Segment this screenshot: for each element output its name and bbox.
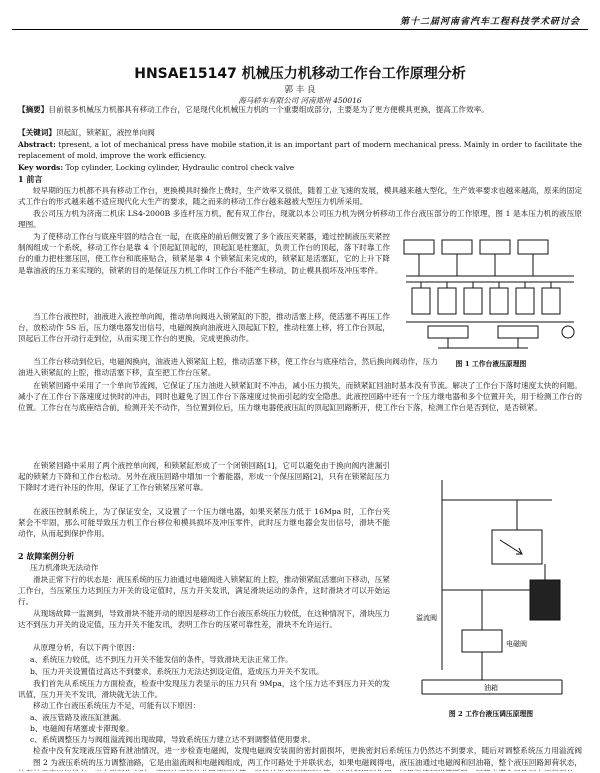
abstract-en: Abstract: tpresent, a lot of mechanical press have mobile station,it is an important part of modern mechanical press. Mainly in order to facilitate the replacement of mold, improve the work efficiency.: [18, 140, 582, 161]
author: 郭 丰 良: [284, 85, 316, 95]
paragraph: 检查中没有发现液压管路有泄油情况，进一步检查电磁阀，发现电磁阀安装面的密封面损坏，更换密封后系统压力仍然达不到要求，随后对调整系统压力用溢流阀: [33, 746, 582, 755]
paragraph: 当工作台移动到位后，电磁阀换向，油液进入锁紧缸上腔，推动活塞下移，使工作台与底座结合，然后换向阀动作，压力油进入锁紧缸的上腔，推动活塞下移，直至把工作台压紧。: [18, 357, 438, 378]
section-1-heading: 1 前言: [18, 174, 43, 184]
figure-1-hydraulic-diagram: [398, 236, 584, 356]
paragraph: 滑块正常下行的状态是：液压系统的压力油通过电磁阀进入锁紧缸的上腔，推动锁紧缸活塞向下移动，压紧工作台，当压紧压力达到压力开关的设定值时，压力开关发讯，满足滑块运动的条件，这时滑块才可以开始运行。: [18, 575, 390, 607]
header-rule: [12, 29, 588, 30]
abstract-cn: 【摘要】目前很多机械压力机都具有移动工作台，它是现代化机械压力机的一个重要组成部分，主要是为了更方便模具更换，提高工作效率。: [18, 105, 489, 114]
paragraph: 较早期的压力机都不具有移动工作台，更换模具时操作上费时，生产效率又很低，随着工业飞速的发展，模具越来越大型化，生产效率要求也越来越高，原来的固定式工作台的形式越来越不适应现代化大生产的要求，随之而来的移动工作台越来越被大型压力机所采用。: [18, 186, 582, 207]
figure-2-caption: 图 2 工作台液压调压原理图: [448, 710, 534, 718]
paragraph: 我们首先从系统压力方面检查，检查中发现压力表显示的压力只有 9Mpa，这个压力达不到压力开关的发讯值，压力开关不发讯，滑块就无法工作。: [18, 679, 390, 700]
paragraph: 从原理分析，有以下两个原因：: [33, 643, 140, 652]
paragraph: 移动工作台液压系统压力不足，可能有以下原因：: [33, 701, 201, 710]
journal-name: 第十二届河南省汽车工程科技学术研讨会: [399, 17, 580, 27]
paper-title: HNSAE15147 机械压力机移动工作台工作原理分析: [134, 66, 466, 82]
affiliation: 海马轿车有限公司 河南郑州 450016: [238, 96, 362, 105]
paragraph: 从现场故障一监测到，导致滑块不能开动的原因是移动工作台液压系统压力较低，在这种情况下，滑块压力达不到压力开关的设定值，压力开关不能发讯，表明工作台的压紧可靠性差，滑块不允许运行。: [18, 609, 390, 630]
keywords-cn: 【关键词】顶起缸，锁紧缸，液控单向阀: [18, 128, 155, 137]
list-item: b、压力开关设置值过高达不到要求，系统压力无法达到设定值，造成压力开关不发讯。: [30, 667, 324, 676]
keywords-en: Key words: Top cylinder, Locking cylinder, Hydraulic control check valve: [18, 163, 295, 172]
list-item: a、液压管路及液压缸泄漏。: [30, 713, 126, 722]
figure-2-pressure-circuit: [402, 470, 582, 706]
paragraph: 图 2 为液压系统的压力调整油路，它是由溢流阀和电磁阀组成，两工作可路处于并联状态，如果电磁阀得电，液压油通过电磁阀和回油箱，整个液压回路卸荷状态，: [33, 758, 582, 767]
list-item: a、系统压力较低，达不到压力开关不能发信的条件，导致滑块无法正常工作。: [30, 655, 293, 664]
paragraph: 当工作台液控时，油液进入液控单向阀，推动单向阀进入锁紧缸的下腔，推动活塞上移，使活塞不再压工作台，放松动作 5S 后，压力继电器发出信号，电磁阀换向油液进入顶起缸下腔，推动柱塞上移，将工作台顶起，顶起后工作台开动行走到位，从而实现工作台的更换，完成更换动作。: [18, 312, 390, 344]
running-header: [0, 10, 600, 32]
section-2-heading: 2 故障案例分析: [18, 551, 75, 561]
paragraph: 在液压控制系统上，为了保证安全，又设置了一个压力继电器，如果夹紧压力低于 16Mpa 时，工作台夹紧会不牢固，那么可能导致压力机工作台移位和模具损坏及冲压零件，此时压力继电器会发出信号，滑块不能动作，从而起到保护作用。: [18, 507, 390, 539]
relief-valve-label: 溢流阀: [416, 614, 437, 622]
figure-1-caption: 图 1 工作台液压原理图: [455, 360, 527, 368]
paragraph: 在锁紧回路中采用了一个单向节流阀，它保证了压力油进入锁紧缸时不冲击，减小压力损失，而锁紧缸回油时基本没有节流。解决了工作台下落时速度太快的问题。减小了在工作台下落速度过快时的冲击，同时也避免了因工作台下落速度过快而引起的安全隐患。此液控回路中还有一个压力继电器和多个位置开关，用于检测工作台的位置。工作台在与底座结合前，检测开关不动作，当位置到位后，压力继电器使液压缸的顶起缸回路断开，使工作台下落，检测工作台是否到位，是否锁紧。: [18, 381, 582, 413]
list-item: c、系统调整压力与阀组溢流阀出现故障，导致系统压力建立达不到调整值使用要求。: [30, 735, 316, 744]
solenoid-valve-label: 电磁阀: [506, 640, 527, 648]
paragraph: 我公司压力机为济南二机床 LS4-2000B 多连杆压力机，配有双工作台，现就以本公司压力机为例分析移动工作台液压部分的工作原理，图 1 是本压力机的液压原理图。: [18, 209, 582, 230]
paragraph: 在锁紧回路中采用了两个液控单向阀，和锁紧缸形成了一个闭锁回路[1]，它可以避免由于换向阀内泄漏引起的锁紧力下降和工作台松动。另外在液压回路中增加一个蓄能器，形成一个保压回路[2]，只有在锁紧缸压力下降时才进行补压的作用，保证了工作台锁紧压紧可靠。: [18, 461, 390, 493]
paragraph: 为了使移动工作台与底座牢固的结合在一起，在底座的前后侧安置了多个液压夹紧器，通过控制液压夹紧控制阀组成一个系统，移动工作台是靠 4 个顶起缸顶起的，顶起缸是柱塞缸，负责工作台的顶起，落下时靠工作台的重力把柱塞压回，使工作台和底座贴合，锁紧是靠 4 个锁紧缸来完成的，锁紧缸是活塞缸，它的上升下降是靠油液的压力来实现的，锁紧的目的是保证压力机工作时工作台不能产生移动，防止模具损坏及冲压零件。: [18, 232, 390, 275]
case-title: 压力机滑块无法动作: [30, 563, 99, 572]
oil-tank-label: 油箱: [484, 684, 498, 692]
list-item: b、电磁阀有堵塞或卡滞现象。: [30, 724, 134, 733]
